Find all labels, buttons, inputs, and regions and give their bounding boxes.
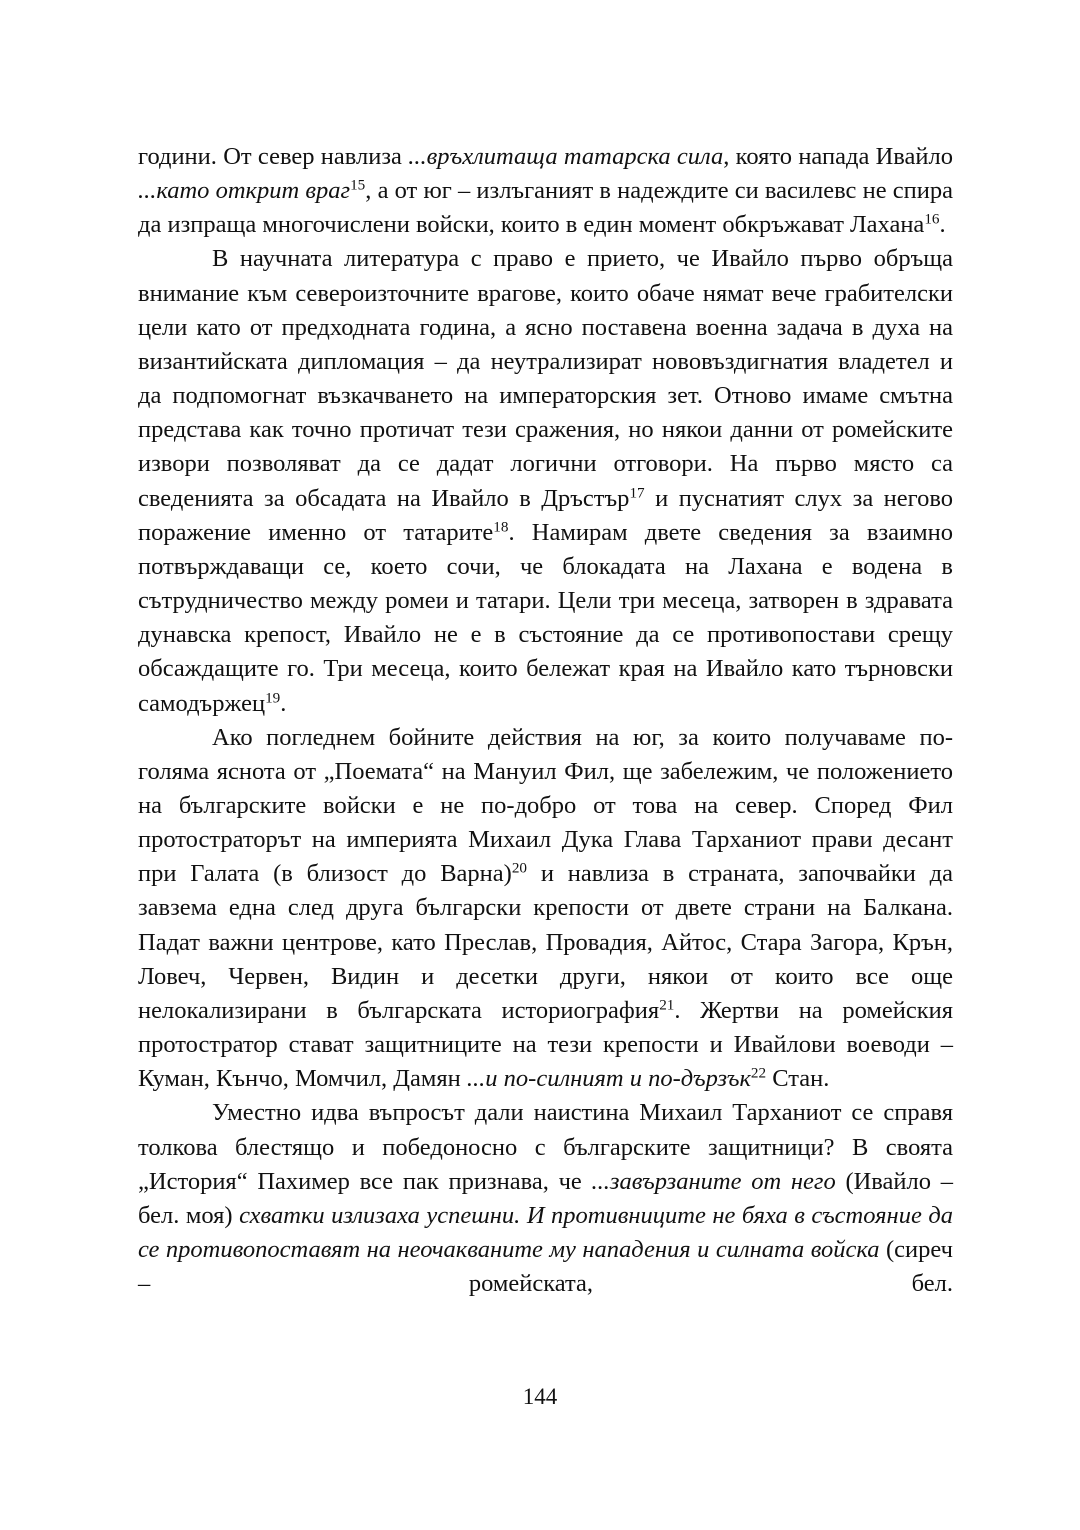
footnote-ref-19: 19 bbox=[265, 689, 281, 707]
text-run: , която напада Ивайло bbox=[723, 143, 954, 170]
paragraph-1 bbox=[138, 140, 953, 242]
footnote-ref-17: 17 bbox=[629, 484, 645, 502]
text-run: Уместно идва въпросът дали наистина Михаил Тарханиот се справя толкова блестящо и победоносно с българските защитници? В своята „История“ Пахимер все пак признава, че bbox=[138, 1099, 953, 1195]
quote-italic: ...връхлитаща татарска сила bbox=[408, 143, 724, 170]
text-run: , а от юг – излъганият в надеждите си василевс не спира да изпраща многочислени войски, които в един момент обкръжават Лахана bbox=[138, 177, 953, 239]
footnote-ref-21: 21 bbox=[659, 996, 675, 1014]
body-text bbox=[138, 140, 953, 1301]
text-run: (сиреч – ромейската, бел. bbox=[138, 1236, 953, 1298]
text-run: . Намирам двете сведения за взаимно потвърждаващи се, което сочи, че блокадата на Лахана е водена в сътрудничество между ромеи и татари. Цели три месеца, затворен в здравата дунавска крепост, Ивайло не е в състояние да се противопостави срещу обсаждащите го. Три месеца, които бележат края на Ивайло като търновски самодържец bbox=[138, 518, 953, 717]
quote-italic: ...завързаните от него bbox=[591, 1167, 836, 1195]
text-run: и навлиза в страната, започвайки да завзема една след друга български крепости от двете страни на Балкана. Падат важни центрове, като Преслав, Провадия, Айтос, Стара Загора, Крън, Ловеч, Червен, Видин и десетки други, някои от които все още нелокализирани в българската историография bbox=[138, 860, 953, 1024]
page-number: 144 bbox=[522, 1384, 558, 1409]
paragraph-2 bbox=[138, 242, 953, 720]
text-run: . bbox=[280, 689, 287, 717]
paragraph-4 bbox=[138, 1096, 953, 1301]
footnote-ref-16: 16 bbox=[924, 210, 940, 228]
text-run: В научната литература с право е прието, че Ивайло първо обръща внимание към североизточните врагове, които обаче нямат вече грабителски цели като от предходната година, а ясно поставена военна задача в духа на византийската дипломация – да неутрализират нововъздигнатия владетел и да подпомогнат възкачването на императорския зет. Отново имаме смътна представа как точно протичат тези сражения, но някои данни от ромейските извори позволяват да се дадат логични отговори. На първо място са сведенията за обсадата на Ивайло в Дръстър bbox=[138, 245, 953, 512]
quote-italic: ...като открит враг bbox=[138, 177, 351, 205]
footnote-ref-22: 22 bbox=[750, 1064, 767, 1082]
text-run: и пуснатият слух за негово поражение именно от татарите bbox=[138, 484, 953, 546]
quote-italic: схватки излизаха успешни. И противниците не бяха в състояние да се противопоставят на неочакваните му нападения и силната войска bbox=[138, 1201, 953, 1263]
quote-italic: ...и по-силният и по-дързък bbox=[466, 1065, 751, 1093]
text-run: . bbox=[939, 211, 946, 239]
text-run: (Ивайло – бел. моя) bbox=[138, 1167, 954, 1229]
text-run: години. От север навлиза bbox=[138, 143, 409, 170]
footnote-ref-18: 18 bbox=[493, 518, 509, 536]
footnote-ref-20: 20 bbox=[511, 859, 528, 877]
text-run: Стан. bbox=[766, 1065, 830, 1093]
text-run: Ако погледнем бойните действия на юг, за които получаваме по-голяма яснота от „Поемата“ на Мануил Фил, ще забележим, че положението на българските войски е не по-добро от това на север. Според Фил протостраторът на империята Михаил Дука Глава Тарханиот прави десант при Галата (в близост до Варна) bbox=[138, 723, 953, 888]
text-run: . Жертви на ромейския протостратор стават защитниците на тези крепости и Ивайлови воеводи – Куман, Кънчо, Момчил, Дамян bbox=[138, 996, 954, 1093]
paragraph-3 bbox=[138, 721, 953, 1097]
footnote-ref-15: 15 bbox=[350, 176, 366, 194]
